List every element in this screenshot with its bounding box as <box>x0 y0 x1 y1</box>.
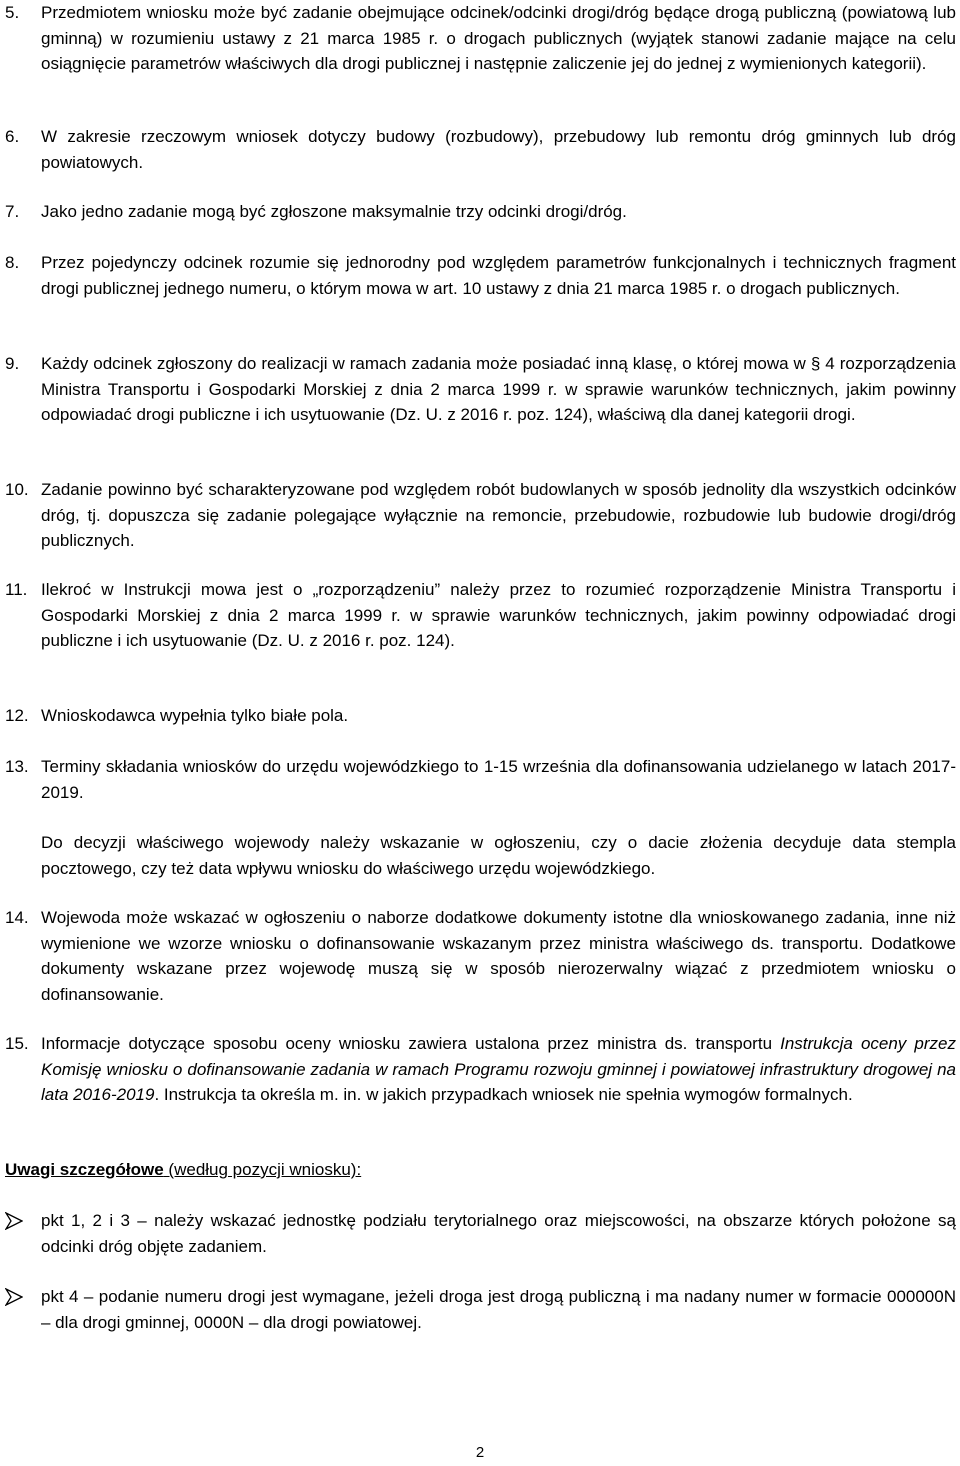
item-paragraph: W zakresie rzeczowym wniosek dotyczy budowy (rozbudowy), przebudowy lub remontu dróg gminnych lub dróg powiatowych. <box>41 127 956 172</box>
list-item-9 <box>0 351 956 428</box>
item-number: 5. <box>5 3 20 22</box>
list-item-5 <box>0 0 956 77</box>
section-heading <box>5 1157 955 1183</box>
item-body <box>41 351 956 428</box>
item-body <box>41 477 956 554</box>
item-body <box>41 703 956 729</box>
list-item-10 <box>0 477 956 554</box>
item-number: 11. <box>5 580 28 599</box>
item-paragraph: Ilekroć w Instrukcji mowa jest o „rozporządzeniu” należy przez to rozumieć rozporządzenie Ministra Transportu i Gospodarki Morskiej z dnia 2 marca 1999 r. w sprawie warunków technicznych, jakim powinny odpowiadać drogi publiczne i ich usytuowanie (Dz. U. z 2016 r. poz. 124). <box>41 580 956 651</box>
item-number: 8. <box>5 253 20 272</box>
item-number: 9. <box>5 354 20 373</box>
item-number: 6. <box>5 127 20 146</box>
item-body <box>41 1031 956 1108</box>
bullet-text: pkt 4 – podanie numeru drogi jest wymagane, jeżeli droga jest drogą publiczną i ma nadany numer w formacie 000000N – dla drogi gminnej, 0000N – dla drogi powiatowej. <box>41 1287 956 1332</box>
item-number: 10. <box>5 480 29 499</box>
bullet-body <box>41 1284 956 1335</box>
list-item-7 <box>0 199 956 225</box>
item-number: 15. <box>5 1034 29 1053</box>
item-paragraph: Do decyzji właściwego wojewody należy wskazanie w ogłoszeniu, czy o dacie złożenia decyduje data stempla pocztowego, czy też data wpływu wniosku do właściwego urzędu wojewódzkiego. <box>41 833 956 878</box>
list-item-15 <box>0 1031 956 1108</box>
list-item-12 <box>0 703 956 729</box>
item-paragraph: Wnioskodawca wypełnia tylko białe pola. <box>41 706 349 725</box>
arrowhead-bullet-icon <box>5 1288 23 1306</box>
item-body <box>41 250 956 301</box>
list-item-6 <box>0 124 956 175</box>
item-body <box>41 905 956 1007</box>
item-body <box>41 754 956 881</box>
arrowhead-bullet-icon <box>5 1212 23 1230</box>
page-number: 2 <box>475 1444 485 1461</box>
list-item-13 <box>0 754 956 881</box>
bullet-text: pkt 1, 2 i 3 – należy wskazać jednostkę podziału terytorialnego oraz miejscowości, na obszarze których położone są odcinki dróg objęte zadaniem. <box>41 1211 956 1256</box>
item-paragraph: Wojewoda może wskazać w ogłoszeniu o naborze dodatkowe dokumenty istotne dla wnioskowanego zadania, inne niż wymienione we wzorze wniosku o dofinansowanie wskazanym przez ministra właściwego ds. transportu. Dodatkowe dokumenty wskazane przez wojewodę muszą się w sposób nierozerwalny wiązać z przedmiotem wniosku o dofinansowanie. <box>41 908 956 1004</box>
item-paragraph: Terminy składania wniosków do urzędu wojewódzkiego to 1-15 września dla dofinansowania udzielanego w latach 2017-2019. <box>41 757 956 802</box>
item-paragraph: Przedmiotem wniosku może być zadanie obejmujące odcinek/odcinki drogi/dróg będące drogą publiczną (powiatową lub gminną) w rozumieniu ustawy z 21 marca 1985 r. o drogach publicznych (wyjątek stanowi zadanie mające na celu osiągnięcie parametrów właściwych dla drogi publicznej i następnie zaliczenie jej do jednej z wymienionych kategorii). <box>41 3 956 74</box>
item-body <box>41 124 956 175</box>
item-paragraph <box>41 1031 956 1108</box>
item-body <box>41 577 956 654</box>
item-number: 13. <box>5 757 29 776</box>
uwagi-heading: Uwagi szczegółowe <box>5 1160 164 1179</box>
item-body <box>41 199 956 225</box>
bullet-body <box>41 1208 956 1259</box>
item-number: 7. <box>5 202 20 221</box>
uwagi-subheading: (według pozycji wniosku): <box>163 1160 362 1179</box>
item-paragraph: Każdy odcinek zgłoszony do realizacji w ramach zadania może posiadać inną klasę, o której mowa w § 4 rozporządzenia Ministra Transportu i Gospodarki Morskiej z dnia 2 marca 1999 r. w sprawie warunków technicznych, jakim powinny odpowiadać drogi publiczne i ich usytuowanie (Dz. U. z 2016 r. poz. 124), właściwą dla danej kategorii drogi. <box>41 354 956 425</box>
instruction-title: Instrukcja oceny przez Komisję wniosku o dofinansowanie zadania w ramach Programu rozwoju gminnej i powiatowej infrastruktury drogowej na lata 2016-2019 <box>41 1034 956 1105</box>
item-paragraph: Zadanie powinno być scharakteryzowane pod względem robót budowlanych w sposób jednolity dla wszystkich odcinków dróg, tj. dopuszcza się zadanie polegające wyłącznie na remoncie, przebudowie, rozbudowie lub budowie drogi/dróg publicznych. <box>41 480 956 551</box>
list-item-8 <box>0 250 956 301</box>
bullet-item <box>0 1208 956 1259</box>
list-item-14 <box>0 905 956 1007</box>
item-number: 14. <box>5 908 29 927</box>
item-paragraph: Przez pojedynczy odcinek rozumie się jednorodny pod względem parametrów funkcjonalnych i technicznych fragment drogi publicznej jednego numeru, o którym mowa w art. 10 ustawy z dnia 21 marca 1985 r. o drogach publicznych. <box>41 253 956 298</box>
item-text: . Instrukcja ta określa m. in. w jakich przypadkach wniosek nie spełnia wymogów formalnych. <box>154 1085 853 1105</box>
list-item-11 <box>0 577 956 654</box>
bullet-item <box>0 1284 956 1335</box>
item-text: Informacje dotyczące sposobu oceny wniosku zawiera ustalona przez ministra ds. transportu <box>41 1034 781 1053</box>
item-body <box>41 0 956 77</box>
item-number: 12. <box>5 706 29 725</box>
item-paragraph: Jako jedno zadanie mogą być zgłoszone maksymalnie trzy odcinki drogi/dróg. <box>41 202 627 221</box>
